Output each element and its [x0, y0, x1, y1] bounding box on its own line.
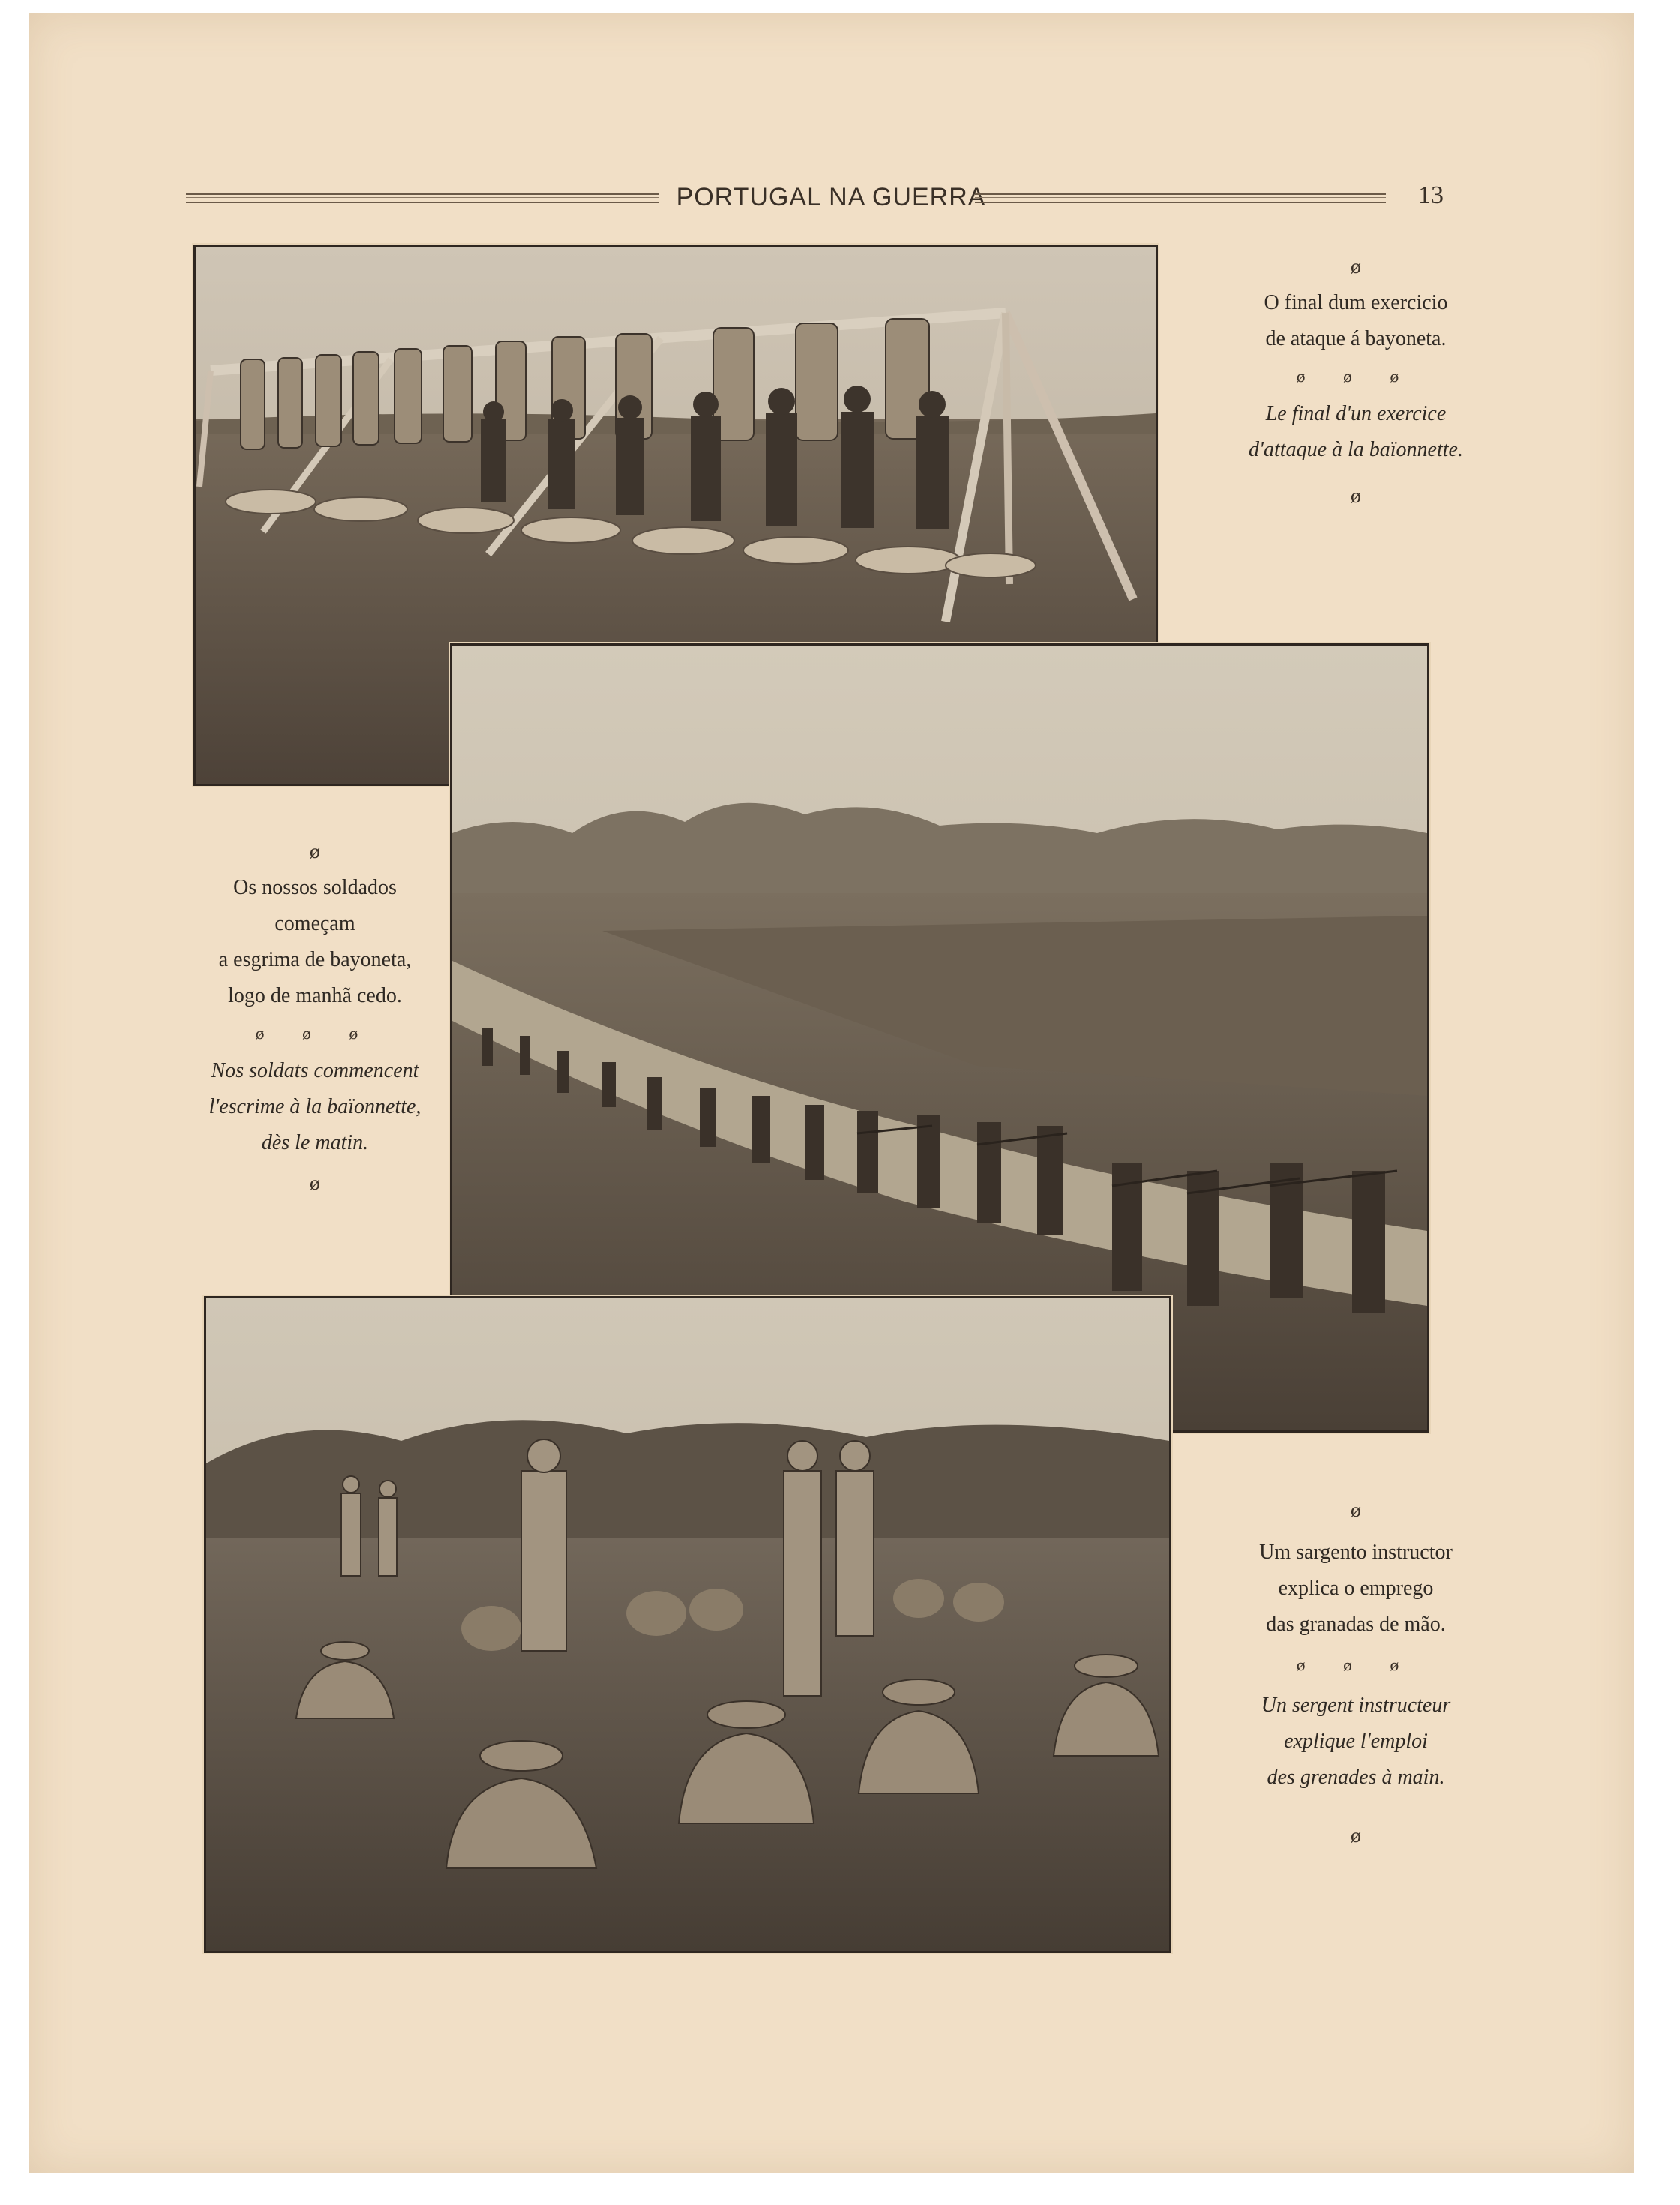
leaf-ornament-icon: ø	[1350, 486, 1362, 507]
magazine-page	[28, 14, 1634, 2174]
caption-line: explique l'emploi	[1284, 1730, 1428, 1753]
leaf-ornament-icon: ø	[1350, 256, 1362, 278]
caption-text-pt	[1184, 1534, 1528, 1642]
caption-text-fr	[1184, 396, 1528, 468]
caption-bayonet-fencing	[195, 837, 435, 1198]
triple-leaf-ornament-icon: ø ø ø	[255, 1024, 375, 1042]
running-title: PORTUGAL NA GUERRA	[676, 183, 986, 212]
triple-leaf-ornament-icon: ø ø ø	[1296, 1656, 1416, 1674]
caption-line: des grenades à main.	[1267, 1766, 1445, 1789]
caption-line: das granadas de mão.	[1266, 1612, 1446, 1636]
leaf-ornament-icon: ø	[309, 842, 321, 862]
page-number: 13	[1418, 182, 1444, 209]
header-rule-left	[186, 194, 658, 203]
caption-line: logo de manhã cedo.	[228, 984, 402, 1007]
caption-line: l'escrime à la baïonnette,	[208, 1095, 422, 1118]
leaf-ornament-icon: ø	[309, 1173, 321, 1194]
caption-line: a esgrima de bayoneta,	[218, 948, 412, 971]
caption-line: explica o emprego	[1278, 1576, 1434, 1600]
leaf-ornament-icon: ø	[1350, 1500, 1362, 1521]
caption-line: começam	[274, 912, 356, 935]
caption-line: d'attaque à la baïonnette.	[1249, 438, 1463, 461]
leaf-ornament-icon: ø	[1350, 1826, 1362, 1846]
caption-line: O final dum exercicio	[1264, 291, 1448, 314]
caption-line: Os nossos soldados	[233, 876, 397, 899]
caption-line: Um sargento instructor	[1259, 1540, 1453, 1564]
triple-leaf-ornament-icon: ø ø ø	[1296, 368, 1416, 386]
caption-bayonet-final	[1184, 252, 1528, 512]
header-rule-right	[975, 194, 1386, 203]
caption-line: Un sergent instructeur	[1261, 1694, 1451, 1717]
caption-line: Nos soldats commencent	[211, 1059, 419, 1082]
caption-line: dès le matin.	[261, 1131, 369, 1154]
caption-text-pt	[195, 870, 435, 1014]
caption-grenades	[1184, 1496, 1528, 1851]
caption-line: de ataque á bayoneta.	[1265, 327, 1447, 350]
caption-text-fr	[195, 1053, 435, 1161]
caption-line: Le final d'un exercice	[1265, 402, 1447, 425]
photo-grenade-instruction	[204, 1296, 1172, 1953]
caption-text-pt	[1184, 285, 1528, 357]
caption-text-fr	[1184, 1688, 1528, 1796]
